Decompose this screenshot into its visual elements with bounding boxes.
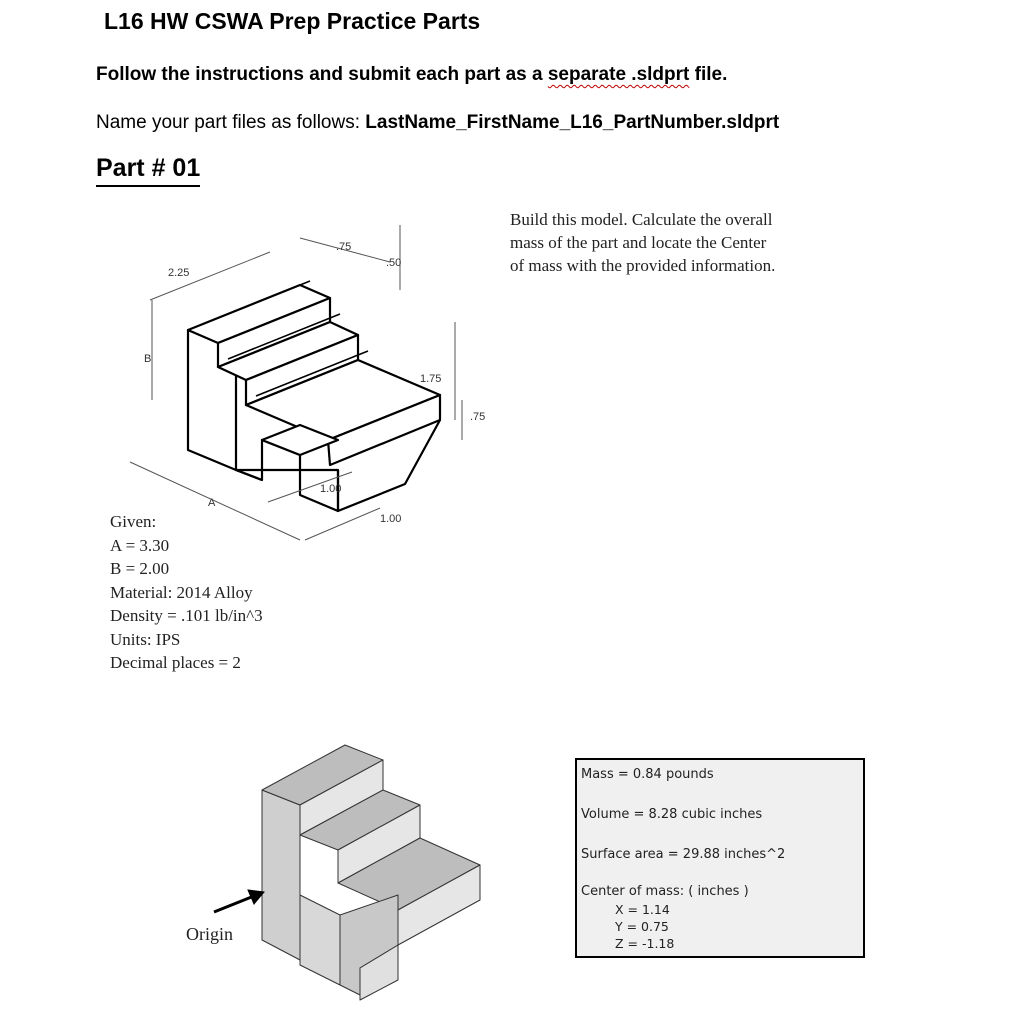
build-instructions — [510, 208, 840, 277]
instruction-prefix: Follow the instructions and submit each part as a — [96, 64, 548, 85]
dim-notch-width: 1.00 — [320, 483, 342, 495]
naming-prefix: Name your part files as follows: — [96, 112, 366, 133]
given-decimals: Decimal places = 2 — [110, 653, 241, 672]
build-line-2: mass of the part and locate the Center — [510, 233, 767, 252]
shaded-part-render — [262, 745, 480, 1000]
dim-base-length: A — [208, 497, 216, 509]
page-title: L16 HW CSWA Prep Practice Parts — [104, 8, 481, 34]
given-units: Units: IPS — [110, 629, 181, 649]
instruction-separate-word: separate .sldprt — [547, 64, 690, 85]
dim-right-height: .75 — [470, 411, 486, 423]
dim-top-width: 2.25 — [168, 267, 190, 279]
dim-left-height: B — [144, 353, 152, 365]
dim-right-length: 1.75 — [420, 373, 442, 385]
naming-format: LastName_FirstName_L16_PartNumber.sldprt — [365, 112, 780, 133]
given-values — [110, 510, 263, 675]
dim-step-height: .50 — [386, 257, 402, 269]
result-surface-area: Surface area = 29.88 inches^2 — [581, 847, 786, 862]
result-z: Z = -1.18 — [615, 936, 675, 951]
part-heading: Part # 01 — [96, 154, 200, 187]
given-header: Given: — [110, 512, 157, 531]
dim-step-depth: .75 — [336, 241, 352, 253]
origin-arrow — [214, 890, 264, 912]
dim-front-width: 1.00 — [380, 513, 402, 525]
result-mass: Mass = 0.84 pounds — [581, 767, 714, 782]
given-density: Density = .101 lb/in^3 — [110, 606, 263, 625]
instruction-suffix: file. — [689, 64, 728, 85]
isometric-part-outline — [188, 285, 440, 511]
mass-properties-box — [575, 758, 865, 958]
result-volume: Volume = 8.28 cubic inches — [581, 807, 763, 822]
result-x: X = 1.14 — [615, 902, 670, 917]
result-center-of-mass: Center of mass: ( inches ) — [581, 884, 749, 899]
build-line-3: of mass with the provided information. — [510, 256, 776, 275]
origin-label: Origin — [186, 924, 233, 944]
given-b: B = 2.00 — [110, 559, 170, 578]
build-line-1: Build this model. Calculate the overall — [510, 210, 773, 229]
given-a: A = 3.30 — [110, 535, 170, 555]
given-material: Material: 2014 Alloy — [110, 582, 253, 602]
result-y: Y = 0.75 — [615, 919, 669, 934]
